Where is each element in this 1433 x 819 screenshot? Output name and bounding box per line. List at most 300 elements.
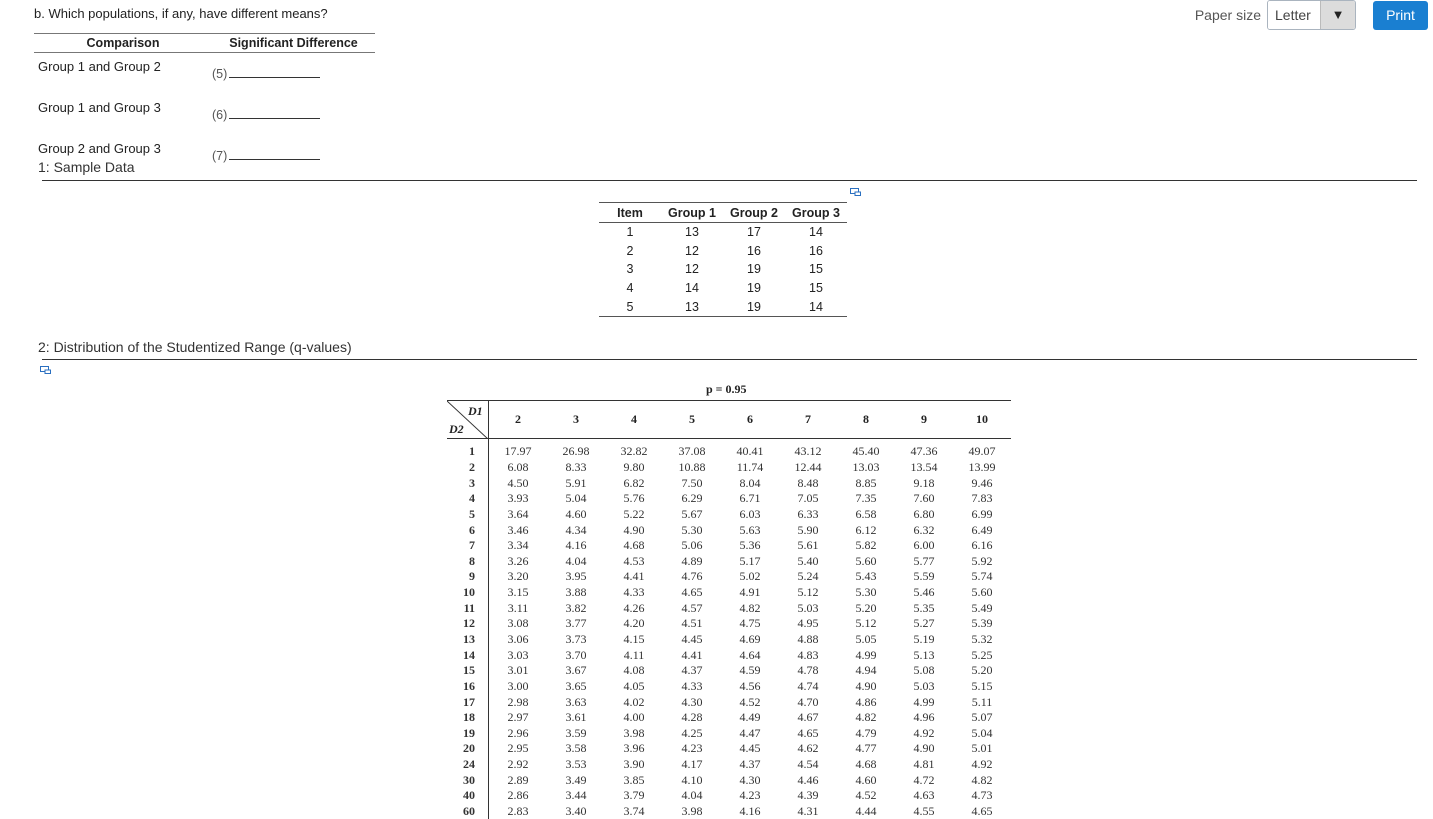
q-value-cell: 5.35: [913, 600, 935, 615]
row-header: 2: [447, 460, 489, 476]
q-value-cell: 4.45: [739, 741, 761, 756]
table-row: [447, 741, 1011, 757]
q-value-cell: 8.48: [797, 475, 819, 490]
q-value-cell: 4.28: [681, 710, 703, 725]
q-value-cell: 7.50: [681, 475, 703, 490]
q-value-cell: 4.78: [797, 663, 819, 678]
q-value-cell: 4.52: [855, 788, 877, 803]
q-value-cell: 4.20: [623, 616, 645, 631]
sample-cell: 3: [626, 262, 634, 277]
q-value-cell: 5.60: [855, 553, 877, 568]
q-value-cell: 6.03: [739, 506, 761, 521]
sample-cell: 1: [626, 225, 634, 240]
q-value-cell: 10.88: [678, 459, 706, 474]
q-value-cell: 3.40: [565, 804, 587, 819]
q-value-cell: 5.61: [797, 538, 819, 553]
column-header: 8: [837, 401, 895, 439]
q-value-cell: 7.35: [855, 491, 877, 506]
q-value-cell: 4.60: [855, 772, 877, 787]
q-value-cell: 5.25: [971, 647, 993, 662]
q-value-cell: 4.82: [971, 772, 993, 787]
q-value-cell: 4.67: [797, 710, 819, 725]
q-value-cell: 4.31: [797, 804, 819, 819]
q-value-cell: 6.00: [913, 538, 935, 553]
section-title-q-distribution: 2: Distribution of the Studentized Range (q-values): [38, 339, 352, 355]
q-value-cell: 4.90: [913, 741, 935, 756]
q-value-cell: 3.53: [565, 757, 587, 772]
q-value-cell: 4.68: [623, 538, 645, 553]
row-header: 9: [447, 569, 489, 585]
q-value-cell: 8.04: [739, 475, 761, 490]
comparison-label: Group 2 and Group 3: [38, 141, 161, 156]
q-value-cell: 5.20: [971, 663, 993, 678]
q-value-cell: 3.85: [623, 772, 645, 787]
q-value-cell: 6.29: [681, 491, 703, 506]
q-value-cell: 3.73: [565, 632, 587, 646]
q-value-cell: 4.91: [739, 585, 761, 600]
row-header: 4: [447, 491, 489, 507]
q-value-cell: 4.54: [797, 757, 819, 772]
q-value-cell: 4.04: [681, 788, 703, 803]
q-value-cell: 5.30: [855, 585, 877, 600]
q-value-cell: 4.69: [739, 632, 761, 646]
table-row: [447, 616, 1011, 632]
q-value-cell: 4.83: [797, 647, 819, 662]
q-value-cell: 3.77: [565, 616, 587, 631]
q-value-cell: 5.19: [913, 632, 935, 646]
q-value-cell: 4.52: [739, 694, 761, 709]
q-value-cell: 3.93: [507, 491, 529, 506]
q-value-cell: 37.08: [678, 444, 706, 459]
q-value-cell: 6.99: [971, 506, 993, 521]
q-value-cell: 3.46: [507, 522, 529, 537]
q-value-cell: 4.33: [681, 678, 703, 693]
probability-label: p = 0.95: [706, 382, 747, 396]
column-header: 3: [547, 401, 605, 439]
q-value-cell: 5.60: [971, 585, 993, 600]
q-value-cell: 3.58: [565, 741, 587, 756]
q-value-cell: 6.12: [855, 522, 877, 537]
q-value-cell: 5.43: [855, 569, 877, 584]
q-value-cell: 5.03: [797, 600, 819, 615]
q-value-cell: 4.08: [623, 663, 645, 678]
q-value-cell: 4.70: [797, 694, 819, 709]
q-value-cell: 7.60: [913, 491, 935, 506]
q-value-cell: 3.98: [623, 725, 645, 740]
column-header: 10: [953, 401, 1011, 439]
table-row: [599, 260, 847, 279]
q-value-cell: 4.86: [855, 694, 877, 709]
q-value-cell: 13.03: [852, 459, 880, 474]
q-value-cell: 3.82: [565, 600, 587, 615]
table-row: [599, 279, 847, 298]
table-row: [447, 632, 1011, 648]
q-value-cell: 3.63: [565, 694, 587, 709]
q-value-cell: 3.67: [565, 663, 587, 678]
q-value-cell: 5.04: [565, 491, 587, 506]
q-value-cell: 4.17: [681, 757, 703, 772]
print-button[interactable]: Print: [1373, 1, 1428, 30]
column-header: 6: [721, 401, 779, 439]
sample-data-table: [599, 202, 847, 317]
row-header: 3: [447, 475, 489, 491]
significant-difference-header: Significant Difference: [212, 34, 375, 53]
q-value-cell: 5.49: [971, 600, 993, 615]
comparison-label: Group 1 and Group 3: [38, 100, 161, 115]
question-text: b. Which populations, if any, have different means?: [34, 6, 328, 21]
q-value-cell: 4.77: [855, 741, 877, 756]
sample-header: Group 2: [723, 203, 785, 223]
q-value-cell: 3.26: [507, 553, 529, 568]
q-value-cell: 5.06: [681, 538, 703, 553]
sample-cell: 2: [626, 243, 634, 258]
q-value-cell: 4.94: [855, 663, 877, 678]
table-row: [447, 804, 1011, 819]
q-value-cell: 5.59: [913, 569, 935, 584]
q-value-cell: 4.39: [797, 788, 819, 803]
q-value-cell: 5.12: [855, 616, 877, 631]
sample-cell: 12: [685, 262, 699, 277]
q-value-cell: 4.23: [681, 741, 703, 756]
section-title-sample-data: 1: Sample Data: [38, 159, 135, 175]
q-value-cell: 4.47: [739, 725, 761, 740]
sample-cell: 13: [685, 225, 699, 240]
row-header: 15: [447, 663, 489, 679]
table-row: [447, 585, 1011, 601]
q-value-cell: 5.08: [913, 663, 935, 678]
q-value-cell: 5.39: [971, 616, 993, 631]
q-value-cell: 4.16: [739, 804, 761, 819]
q-value-cell: 7.05: [797, 491, 819, 506]
q-value-cell: 4.88: [797, 632, 819, 646]
q-value-cell: 4.37: [681, 663, 703, 678]
q-value-cell: 6.16: [971, 538, 993, 553]
q-value-cell: 3.74: [623, 804, 645, 819]
q-value-cell: 11.74: [736, 459, 764, 474]
q-value-cell: 2.86: [507, 788, 529, 803]
q-value-cell: 6.82: [623, 475, 645, 490]
q-value-cell: 5.46: [913, 585, 935, 600]
q-value-cell: 5.20: [855, 600, 877, 615]
q-value-cell: 2.83: [507, 804, 529, 819]
q-value-cell: 3.03: [507, 647, 529, 662]
q-value-cell: 5.17: [739, 553, 761, 568]
row-header: 8: [447, 553, 489, 569]
q-value-cell: 3.98: [681, 804, 703, 819]
sample-cell: 19: [723, 297, 785, 316]
q-value-cell: 6.49: [971, 522, 993, 537]
sample-header: Group 1: [661, 203, 723, 223]
q-value-cell: 3.64: [507, 506, 529, 521]
q-value-cell: 5.11: [971, 694, 993, 709]
q-value-cell: 4.50: [507, 475, 529, 490]
q-value-cell: 4.81: [913, 757, 935, 772]
table-row: [599, 297, 847, 316]
q-value-cell: 5.24: [797, 569, 819, 584]
q-value-cell: 5.91: [565, 475, 587, 490]
sample-cell: 4: [626, 281, 634, 296]
paper-size-select[interactable]: [1267, 0, 1356, 30]
section-divider: [42, 359, 1417, 360]
table-row: [447, 439, 1011, 460]
sample-header: Item: [599, 203, 661, 223]
q-value-cell: 5.40: [797, 553, 819, 568]
d1-label: D1: [468, 404, 483, 418]
q-value-cell: 49.07: [968, 444, 996, 459]
q-value-cell: 3.44: [565, 788, 587, 803]
q-value-cell: 6.08: [507, 459, 529, 474]
q-value-cell: 17.97: [504, 444, 532, 459]
q-value-cell: 13.54: [910, 459, 938, 474]
q-value-cell: 5.01: [971, 741, 993, 756]
q-value-cell: 4.72: [913, 772, 935, 787]
q-value-cell: 5.27: [913, 616, 935, 631]
q-value-cell: 2.96: [507, 725, 529, 740]
table-row: [447, 647, 1011, 663]
q-value-cell: 4.56: [739, 678, 761, 693]
q-value-cell: 4.41: [623, 569, 645, 584]
q-value-cell: 3.95: [565, 569, 587, 584]
section-divider: [42, 180, 1417, 181]
q-value-cell: 4.92: [971, 757, 993, 772]
table-row: [599, 242, 847, 261]
q-value-cell: 26.98: [562, 444, 590, 459]
q-value-cell: 9.46: [971, 475, 993, 490]
sample-cell: 12: [685, 243, 699, 258]
q-value-cell: 2.97: [507, 710, 529, 725]
q-value-cell: 5.82: [855, 538, 877, 553]
q-value-cell: 3.59: [565, 725, 587, 740]
q-value-cell: 4.75: [739, 616, 761, 631]
q-value-cell: 4.90: [623, 522, 645, 537]
comparison-header: Comparison: [34, 34, 212, 53]
row-header: 5: [447, 507, 489, 523]
q-value-cell: 4.65: [681, 585, 703, 600]
q-value-cell: 4.95: [797, 616, 819, 631]
q-value-cell: 12.44: [794, 459, 822, 474]
table-row: [447, 538, 1011, 554]
q-value-cell: 13.99: [968, 459, 996, 474]
q-value-cell: 4.76: [681, 569, 703, 584]
row-header: 40: [447, 788, 489, 804]
table-row: [599, 223, 847, 242]
q-value-cell: 4.44: [855, 804, 877, 819]
q-value-cell: 4.60: [565, 506, 587, 521]
row-header: 1: [447, 439, 489, 460]
answer-number: (7): [212, 149, 228, 163]
q-value-cell: 3.88: [565, 585, 587, 600]
chevron-down-icon[interactable]: ▼: [1320, 1, 1355, 29]
q-value-cell: 5.32: [971, 632, 993, 646]
table-corner: [447, 401, 489, 439]
table-row: [447, 694, 1011, 710]
table-row: [447, 460, 1011, 476]
paper-size-label: Paper size: [1194, 7, 1261, 23]
q-value-cell: 4.68: [855, 757, 877, 772]
q-value-cell: 7.83: [971, 491, 993, 506]
table-row: [447, 491, 1011, 507]
row-header: 14: [447, 647, 489, 663]
q-value-cell: 5.15: [971, 678, 993, 693]
table-row: [447, 507, 1011, 523]
q-value-cell: 4.53: [623, 553, 645, 568]
q-value-cell: 3.20: [507, 569, 529, 584]
sample-cell: 15: [809, 262, 823, 277]
comparison-row: [34, 53, 375, 95]
q-value-cell: 4.92: [913, 725, 935, 740]
q-value-cell: 47.36: [910, 444, 938, 459]
q-value-cell: 6.33: [797, 506, 819, 521]
q-value-cell: 4.02: [623, 694, 645, 709]
q-value-cell: 4.11: [623, 647, 645, 662]
q-value-cell: 4.04: [565, 553, 587, 568]
paper-size-value[interactable]: Letter: [1268, 1, 1320, 29]
q-value-cell: 4.64: [739, 647, 761, 662]
row-header: 30: [447, 772, 489, 788]
d2-label: D2: [449, 422, 464, 436]
q-value-cell: 3.08: [507, 616, 529, 631]
answer-blank[interactable]: [229, 106, 320, 119]
table-row: [447, 553, 1011, 569]
row-header: 17: [447, 694, 489, 710]
q-value-cell: 8.33: [565, 459, 587, 474]
row-header: 16: [447, 679, 489, 695]
q-value-cell: 2.92: [507, 757, 529, 772]
q-value-cell: 2.89: [507, 772, 529, 787]
comparison-label: Group 1 and Group 2: [38, 59, 161, 74]
sample-cell: 19: [747, 262, 761, 277]
q-value-cell: 4.45: [681, 632, 703, 646]
q-value-cell: 3.00: [507, 678, 529, 693]
q-value-cell: 4.89: [681, 553, 703, 568]
row-header: 6: [447, 522, 489, 538]
sample-cell: 14: [785, 297, 847, 316]
row-header: 10: [447, 585, 489, 601]
table-row: [447, 663, 1011, 679]
copy-data-icon[interactable]: [40, 366, 51, 374]
answer-number: (5): [212, 67, 228, 81]
q-value-cell: 4.16: [565, 538, 587, 553]
row-header: 11: [447, 600, 489, 616]
q-value-cell: 4.30: [739, 772, 761, 787]
q-value-cell: 5.92: [971, 553, 993, 568]
q-value-cell: 3.96: [623, 741, 645, 756]
q-value-cell: 4.90: [855, 678, 877, 693]
q-value-cell: 2.95: [507, 741, 529, 756]
row-header: 7: [447, 538, 489, 554]
q-value-cell: 4.10: [681, 772, 703, 787]
row-header: 12: [447, 616, 489, 632]
copy-data-icon[interactable]: [850, 188, 861, 196]
q-value-cell: 3.11: [507, 600, 529, 615]
q-value-cell: 2.98: [507, 694, 529, 709]
q-value-cell: 5.05: [855, 632, 877, 646]
q-value-cell: 6.80: [913, 506, 935, 521]
q-value-cell: 40.41: [736, 444, 764, 459]
table-row: [447, 726, 1011, 742]
q-value-cell: 43.12: [794, 444, 822, 459]
table-row: [447, 757, 1011, 773]
q-value-cell: 5.02: [739, 569, 761, 584]
q-value-cell: 3.61: [565, 710, 587, 725]
q-value-cell: 5.30: [681, 522, 703, 537]
q-value-cell: 5.04: [971, 725, 993, 740]
q-value-cell: 5.90: [797, 522, 819, 537]
q-value-cell: 5.13: [913, 647, 935, 662]
sample-header: Group 3: [785, 203, 847, 223]
column-header: 9: [895, 401, 953, 439]
q-value-cell: 4.33: [623, 585, 645, 600]
q-value-cell: 4.23: [739, 788, 761, 803]
print-controls: [1195, 0, 1428, 30]
q-value-cell: 3.79: [623, 788, 645, 803]
q-value-cell: 4.65: [971, 804, 993, 819]
q-value-cell: 5.03: [913, 678, 935, 693]
q-value-cell: 4.82: [739, 600, 761, 615]
sample-cell: 17: [747, 225, 761, 240]
q-value-cell: 4.63: [913, 788, 935, 803]
q-value-cell: 4.99: [855, 647, 877, 662]
q-value-cell: 5.12: [797, 585, 819, 600]
column-header: 5: [663, 401, 721, 439]
q-value-cell: 3.70: [565, 647, 587, 662]
q-value-cell: 32.82: [620, 444, 648, 459]
column-header: 4: [605, 401, 663, 439]
sample-cell: 14: [809, 225, 823, 240]
answer-number: (6): [212, 108, 228, 122]
q-value-cell: 5.74: [971, 569, 993, 584]
row-header: 18: [447, 710, 489, 726]
q-value-cell: 4.62: [797, 741, 819, 756]
q-value-cell: 6.58: [855, 506, 877, 521]
sample-cell: 13: [661, 297, 723, 316]
table-row: [447, 679, 1011, 695]
row-header: 13: [447, 632, 489, 648]
answer-blank[interactable]: [229, 147, 320, 160]
row-header: 20: [447, 741, 489, 757]
q-value-cell: 3.06: [507, 632, 529, 646]
sample-cell: 16: [747, 243, 761, 258]
row-header: 24: [447, 757, 489, 773]
comparison-table: [34, 33, 375, 176]
q-value-cell: 4.25: [681, 725, 703, 740]
q-value-cell: 4.41: [681, 647, 703, 662]
table-row: [447, 710, 1011, 726]
q-value-cell: 5.63: [739, 522, 761, 537]
q-value-cell: 3.15: [507, 585, 529, 600]
table-row: [447, 475, 1011, 491]
q-value-cell: 4.05: [623, 678, 645, 693]
q-value-cell: 5.76: [623, 491, 645, 506]
q-value-cell: 6.71: [739, 491, 761, 506]
table-row: [447, 772, 1011, 788]
q-value-cell: 4.51: [681, 616, 703, 631]
row-header: 19: [447, 726, 489, 742]
q-value-cell: 4.15: [623, 632, 645, 646]
sample-cell: 16: [809, 243, 823, 258]
q-value-cell: 3.49: [565, 772, 587, 787]
q-value-cell: 5.36: [739, 538, 761, 553]
table-row: [447, 600, 1011, 616]
q-value-cell: 4.73: [971, 788, 993, 803]
answer-blank[interactable]: [229, 65, 320, 78]
q-value-cell: 4.49: [739, 710, 761, 725]
row-header: 60: [447, 804, 489, 819]
q-value-cell: 4.34: [565, 522, 587, 537]
q-value-cell: 5.77: [913, 553, 935, 568]
q-value-cell: 3.65: [565, 678, 587, 693]
q-value-cell: 4.55: [913, 804, 935, 819]
